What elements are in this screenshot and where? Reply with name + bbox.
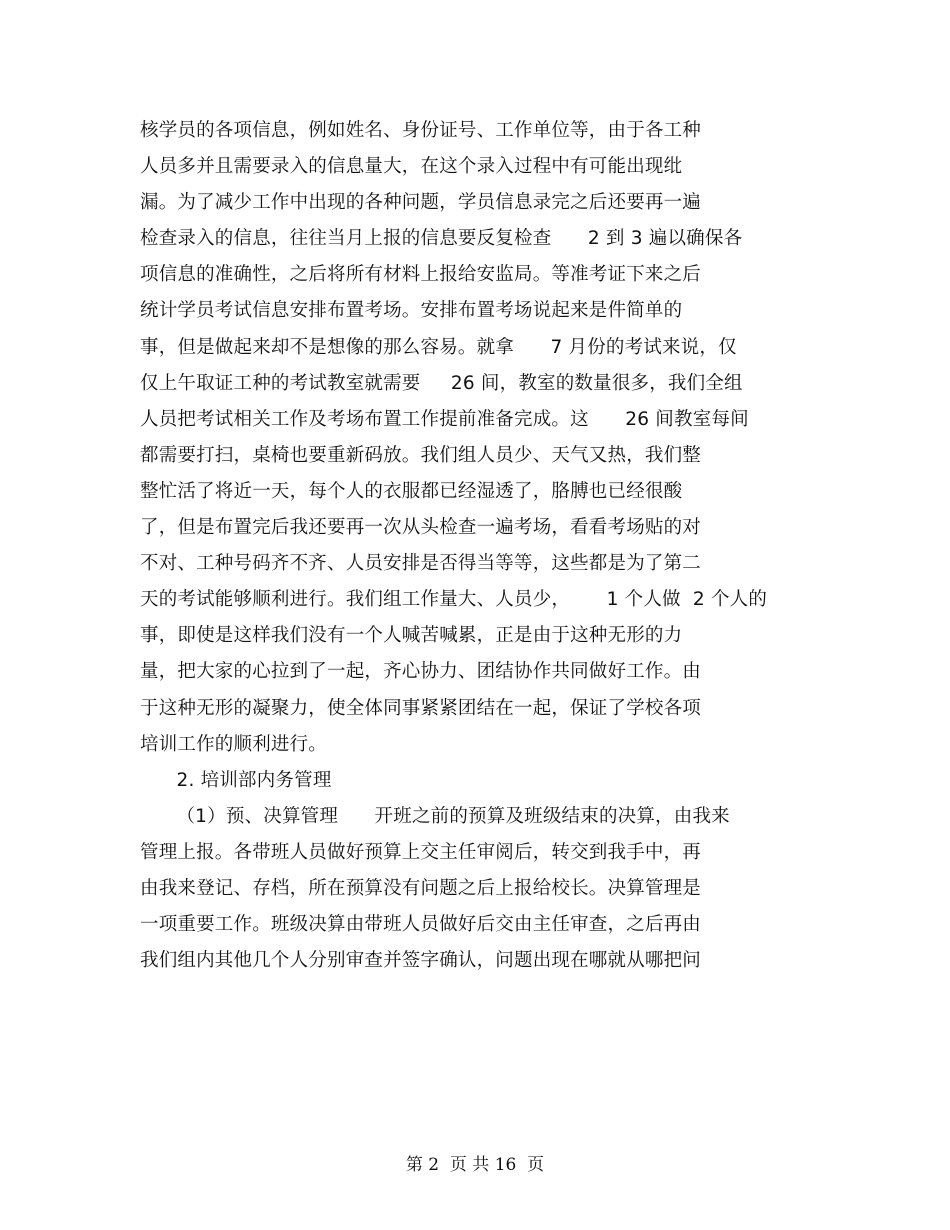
text-line: 一项重要工作。班级决算由带班人员做好后交由主任审查，之后再由: [140, 914, 702, 936]
text-line: 于这种无形的凝聚力，使全体同事紧紧团结在一起，保证了学校各项: [140, 697, 702, 719]
text-line: 核学员的各项信息，例如姓名、身份证号、工作单位等，由于各工种: [140, 120, 702, 141]
text-line: 培训工作的顺利进行。: [140, 733, 328, 755]
text-line: 管理上报。各带班人员做好预算上交主任审阅后，转交到我手中，再: [140, 841, 702, 863]
text-line: 项信息的准确性，之后将所有材料上报给安监局。等准考证下来之后: [140, 264, 702, 286]
text-line: 统计学员考试信息安排布置考场。安排布置考场说起来是件简单的: [140, 300, 683, 322]
text-line: 天的考试能够顺利进行。我们组工作量大、人员少， 1 个人做 2 个人的: [140, 589, 768, 611]
text-line: 了，但是布置完后我还要再一次从头检查一遍考场，看看考场贴的对: [140, 517, 702, 539]
section-heading: 2. 培训部内务管理: [140, 769, 332, 791]
text-line: 人员多并且需要录入的信息量大，在这个录入过程中有可能出现纰: [140, 156, 683, 178]
text-line: 仅上午取证工种的考试教室就需要 26 间，教室的数量很多，我们全组: [140, 372, 743, 394]
page-footer: 第 2 页 共 16 页: [405, 1155, 545, 1175]
text-line: 我们组内其他几个人分别审查并签字确认，问题出现在哪就从哪把问: [140, 950, 702, 972]
text-line: 量，把大家的心拉到了一起，齐心协力、团结协作共同做好工作。由: [140, 661, 702, 683]
text-line: 事，即使是这样我们没有一个人喊苦喊累，正是由于这种无形的力: [140, 625, 683, 647]
text-line: 检查录入的信息，往往当月上报的信息要反复检查 2 到 3 遍以确保各: [140, 228, 743, 250]
body-text: [140, 113, 820, 979]
subsection-line: （1）预、决算管理 开班之前的预算及班级结束的决算，由我来: [140, 805, 730, 827]
text-line: 漏。为了减少工作中出现的各种问题，学员信息录完之后还要再一遍: [140, 192, 702, 214]
text-line: 都需要打扫，桌椅也要重新码放。我们组人员少、天气又热，我们整: [140, 444, 702, 466]
text-line: 事，但是做起来却不是想像的那么容易。就拿 7 月份的考试来说，仅: [140, 336, 737, 358]
text-line: 由我来登记、存档，所在预算没有问题之后上报给校长。决算管理是: [140, 877, 702, 899]
text-line: 不对、工种号码齐不齐、人员安排是否得当等等，这些都是为了第二: [140, 553, 702, 575]
text-line: 整忙活了将近一天，每个人的衣服都已经湿透了，胳膊也已经很酸: [140, 480, 683, 502]
text-line: 人员把考试相关工作及考场布置工作提前准备完成。这 26 间教室每间: [140, 408, 749, 430]
